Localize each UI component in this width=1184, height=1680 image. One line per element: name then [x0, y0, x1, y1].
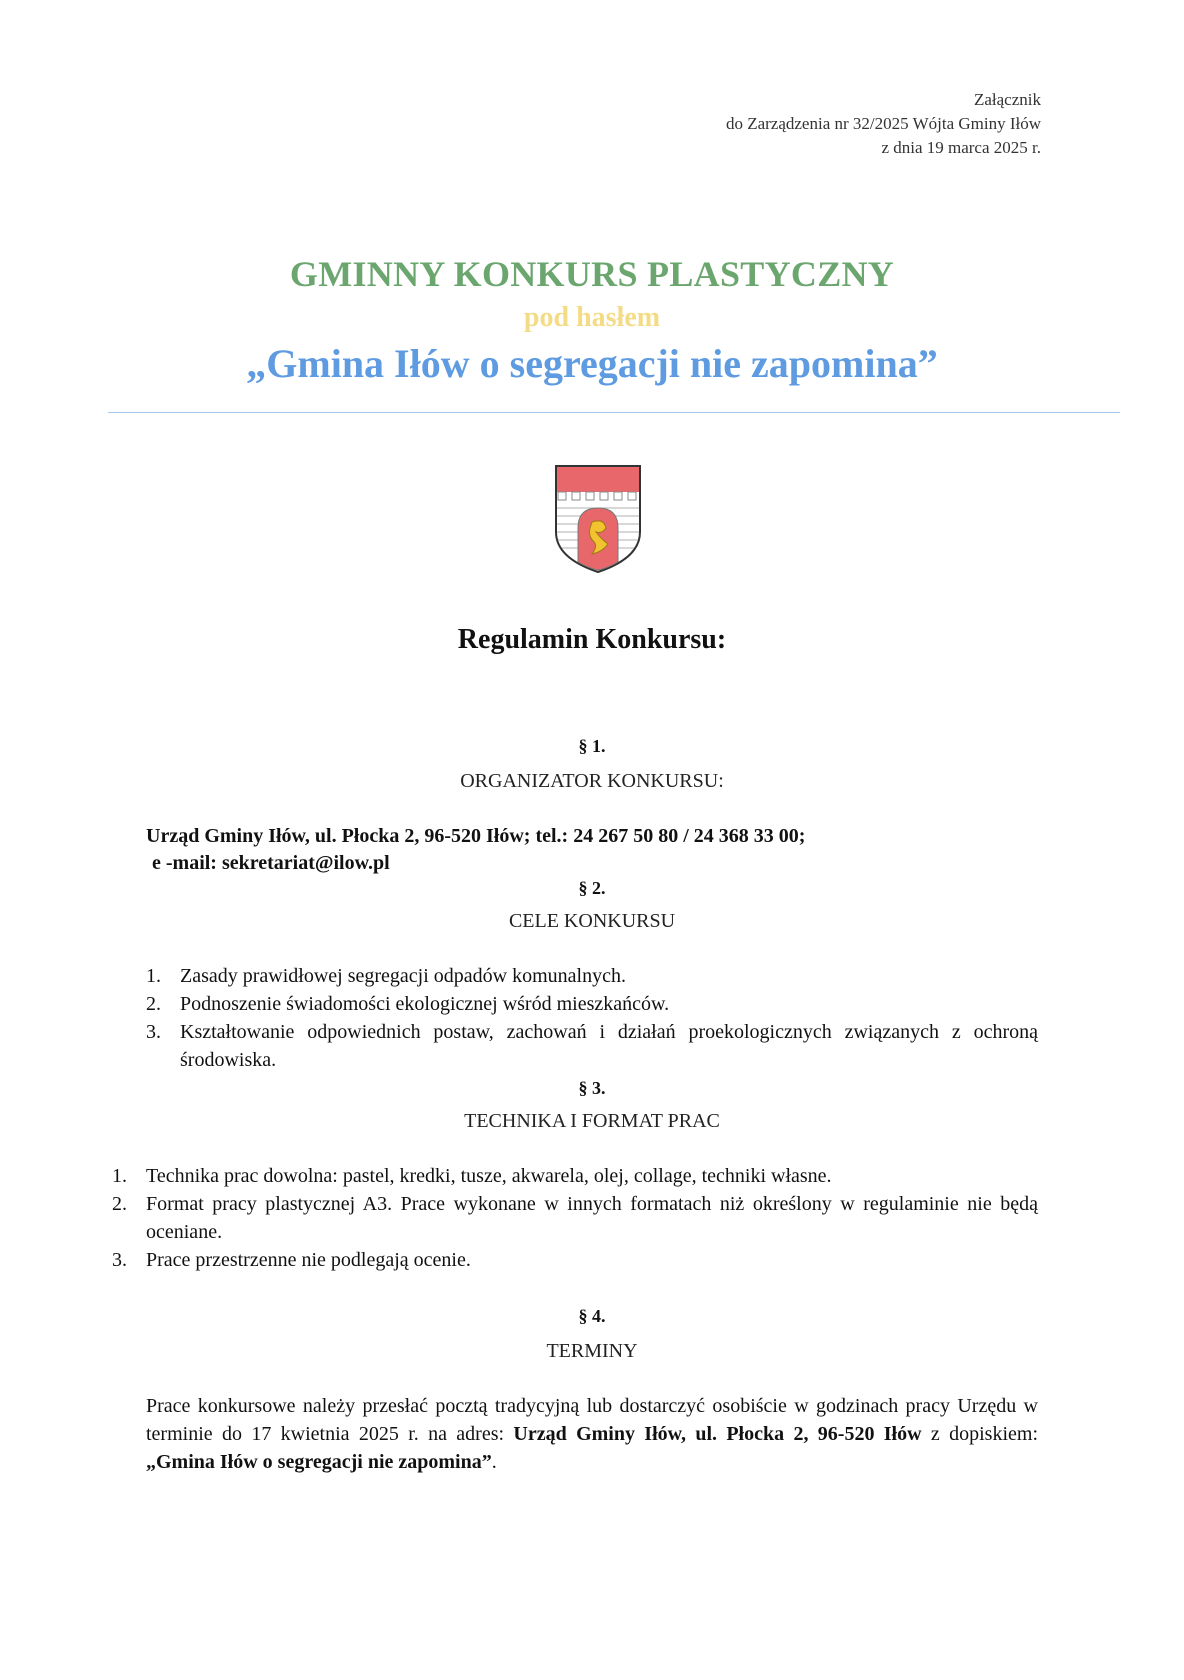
section-3-heading: TECHNIKA I FORMAT PRAC — [464, 1110, 720, 1132]
coat-of-arms-icon — [552, 462, 644, 574]
section-1-number: § 1. — [578, 736, 606, 756]
section-2-number: § 2. — [578, 878, 606, 898]
annex-header — [726, 88, 1041, 160]
list-item: 3. Prace przestrzenne nie podlegają ocenie. — [112, 1249, 471, 1271]
regulations-title: Regulamin Konkursu: — [457, 624, 727, 655]
goals-list — [146, 962, 1038, 1074]
deadline-paragraph: Prace konkursowe należy przesłać pocztą tradycyjną lub dostarczyć osobiście w godzinach pracy Urzędu w terminie do 17 kwietnia 2025 r. na adres: Urząd Gminy Iłów, ul. Płocka 2, 96-520 Iłów z dopiskiem: „Gmina Iłów o segregacji nie zapomina”. — [146, 1395, 1039, 1473]
section-2-heading: CELE KONKURSU — [508, 910, 676, 932]
section-4-heading: TERMINY — [546, 1340, 638, 1362]
annex-date: z dnia 19 marca 2025 r. — [881, 138, 1041, 157]
title-divider — [108, 412, 1120, 413]
annex-label: Załącznik — [973, 90, 1041, 109]
organizer-contact: Urząd Gminy Iłów, ul. Płocka 2, 96-520 Iłów; tel.: 24 267 50 80 / 24 368 33 00; — [146, 825, 806, 847]
list-item: 1. Technika prac dowolna: pastel, kredki, tusze, akwarela, olej, collage, techniki własne. — [112, 1165, 832, 1187]
contest-subtitle: pod hasłem — [523, 302, 661, 333]
submission-annotation: „Gmina Iłów o segregacji nie zapomina” — [146, 1451, 492, 1473]
contest-title: GMINNY KONKURS PLASTYCZNY — [289, 254, 895, 294]
section-4-number: § 4. — [578, 1306, 606, 1326]
section-1-heading: ORGANIZATOR KONKURSU: — [460, 770, 724, 792]
submission-address: Urząd Gminy Iłów, ul. Płocka 2, 96-520 Iłów — [513, 1423, 922, 1445]
list-item: 2. Podnoszenie świadomości ekologicznej wśród mieszkańców. — [146, 993, 670, 1015]
list-item: 2. Format pracy plastycznej A3. Prace wykonane w innych formatach niż określony w regulaminie nie będą oceniane. — [112, 1193, 1038, 1243]
organizer-email: e -mail: sekretariat@ilow.pl — [152, 852, 390, 874]
list-item: 1. Zasady prawidłowej segregacji odpadów komunalnych. — [146, 965, 626, 987]
list-item: 3. Kształtowanie odpowiednich postaw, zachowań i działań proekologicznych związanych z ochroną środowiska. — [146, 1021, 1038, 1071]
section-3-number: § 3. — [578, 1078, 606, 1098]
contest-slogan: „Gmina Iłów o segregacji nie zapomina” — [246, 341, 938, 386]
annex-ordinance: do Zarządzenia nr 32/2025 Wójta Gminy Iłów — [725, 114, 1041, 133]
technique-list — [112, 1162, 1038, 1274]
title-block — [0, 252, 1184, 388]
